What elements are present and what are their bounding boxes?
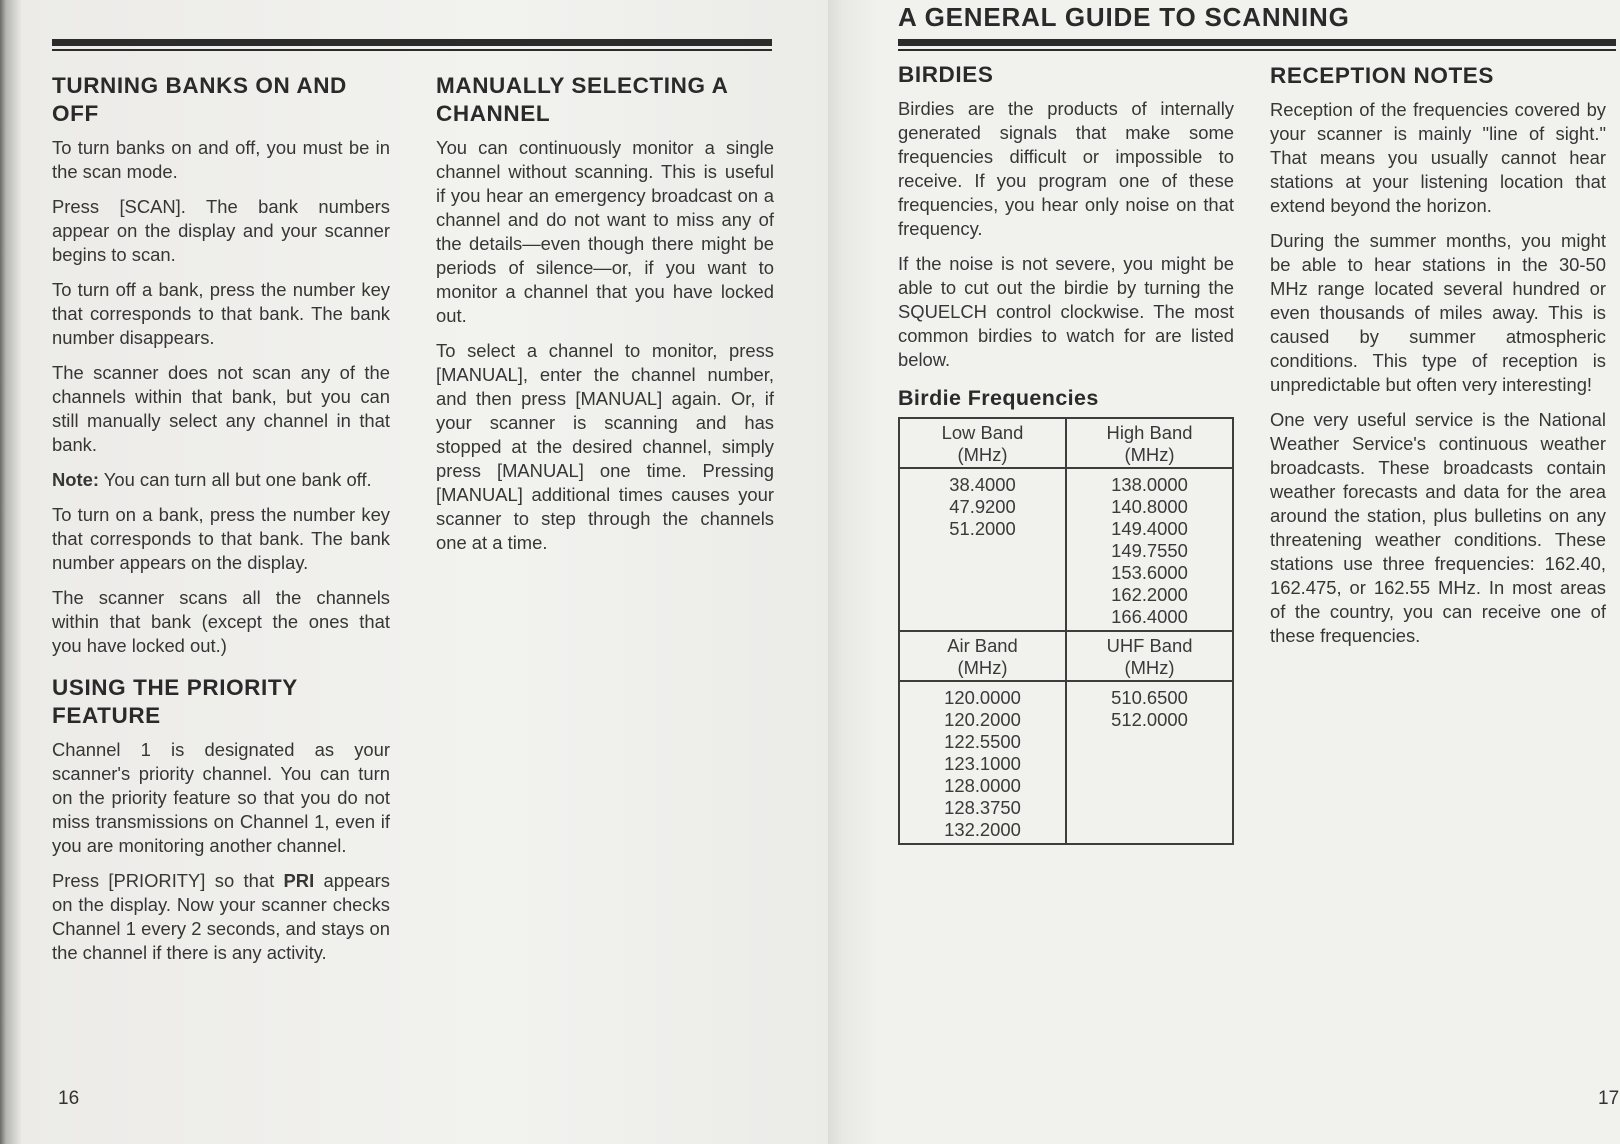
frequency-cell: 510.6500	[1111, 687, 1188, 708]
page-title: A GENERAL GUIDE TO SCANNING	[898, 2, 1350, 32]
frequency-cell: 128.0000	[944, 775, 1021, 796]
page-number-left: 16	[58, 1088, 80, 1109]
priority-paragraph	[52, 869, 390, 965]
air-band-values	[899, 681, 1066, 844]
frequency-cell: 47.9200	[949, 496, 1016, 517]
uhf-band-values	[1066, 681, 1233, 844]
frequency-cell: 512.0000	[1111, 709, 1188, 730]
paragraph: Channel 1 is designated as your scanner's priority channel. You can turn on the priority feature so that you do not miss transmissions on Channel 1, even if you are monitoring another channel.	[52, 739, 390, 856]
paragraph: To select a channel to monitor, press [MANUAL], enter the channel number, and then press [MANUAL] again. Or, if your scanner is scanning and has stopped at the desired channel, simply press [MANUAL] one time. Pressing [MANUAL] additional times causes your scanner to step through the channels one at a time.	[436, 340, 774, 553]
table-row	[899, 468, 1233, 631]
page-number-right: 17	[1598, 1088, 1620, 1109]
section-heading-birdies: BIRDIES	[898, 62, 994, 87]
frequency-cell: 149.4000	[1111, 518, 1188, 539]
frequency-cell: 38.4000	[949, 474, 1016, 495]
middle-column	[436, 72, 774, 566]
section-heading-reception: RECEPTION NOTES	[1270, 63, 1495, 88]
pri-display-text: PRI	[283, 870, 315, 891]
section-heading-manual: MANUALLY SELECTING A CHANNEL	[436, 73, 728, 126]
header-unit: (MHz)	[957, 444, 1008, 465]
paragraph: Reception of the frequencies covered by your scanner is mainly "line of sight." That means you usually cannot hear stations at your listening location that extend beyond the horizon.	[1270, 99, 1606, 216]
table-title: Birdie Frequencies	[898, 386, 1099, 410]
paragraph: One very useful service is the National Weather Service's continuous weather broadcasts. These broadcasts contain weather forecasts and data for the area around the station, plus bulletins on any threatening weather conditions. These stations use three frequencies: 162.40, 162.475, or 162.55 MHz. In most areas of the country, you can receive one of these frequencies.	[1270, 409, 1606, 646]
frequency-cell: 122.5500	[944, 731, 1021, 752]
paragraph: The scanner scans all the channels within that bank (except the ones that you have locked out.)	[52, 587, 390, 656]
paragraph: Press [SCAN]. The bank numbers appear on the display and your scanner begins to scan.	[52, 196, 390, 265]
note-text: You can turn all but one bank off.	[99, 469, 372, 490]
header-unit: (MHz)	[957, 657, 1008, 678]
text-run: appears on the display. Now your scanner checks Channel 1 every 2 seconds, and stays on the channel if there is any activity.	[52, 870, 390, 963]
frequency-cell: 140.8000	[1111, 496, 1188, 517]
frequency-cell: 138.0000	[1111, 474, 1188, 495]
high-band-values	[1066, 468, 1233, 631]
section-heading-priority: USING THE PRIORITY FEATURE	[52, 675, 298, 728]
header-line: Air Band	[947, 635, 1018, 656]
table-header-row	[899, 418, 1233, 468]
note-label: Note:	[52, 469, 99, 490]
low-band-values	[899, 468, 1066, 631]
paragraph: To turn banks on and off, you must be in the scan mode.	[52, 137, 390, 182]
paragraph: The scanner does not scan any of the channels within that bank, but you can still manually select any channel in that bank.	[52, 362, 390, 455]
frequency-cell: 132.2000	[944, 819, 1021, 840]
header-high-band	[1066, 418, 1233, 468]
frequency-cell: 51.2000	[949, 518, 1016, 539]
birdie-frequencies-table	[898, 417, 1234, 845]
frequency-cell: 123.1000	[944, 753, 1021, 774]
frequency-cell: 153.6000	[1111, 562, 1188, 583]
birdies-column	[898, 61, 1234, 845]
frequency-cell: 166.4000	[1111, 606, 1188, 627]
frequency-cell: 120.0000	[944, 687, 1021, 708]
header-unit: (MHz)	[1124, 657, 1175, 678]
table-header-row	[899, 631, 1233, 681]
header-uhf-band	[1066, 631, 1233, 681]
frequency-cell: 149.7550	[1111, 540, 1188, 561]
paragraph: Birdies are the products of internally generated signals that make some frequencies difficult or impossible to receive. If you program one of these frequencies, you hear only noise on that frequency.	[898, 98, 1234, 239]
header-unit: (MHz)	[1124, 444, 1175, 465]
paragraph: During the summer months, you might be able to hear stations in the 30-50 MHz range located several hundred or even thousands of miles away. This is caused by summer atmospheric conditions. This type of reception is unpredictable but often very interesting!	[1270, 230, 1606, 395]
table-row	[899, 681, 1233, 844]
left-column	[52, 72, 390, 976]
top-rule	[898, 39, 1616, 46]
section-heading-turning-banks: TURNING BANKS ON AND OFF	[52, 73, 347, 126]
header-line: UHF Band	[1106, 635, 1193, 656]
header-low-band	[899, 418, 1066, 468]
frequency-cell: 162.2000	[1111, 584, 1188, 605]
paragraph: To turn on a bank, press the number key that corresponds to that bank. The bank number appears on the display.	[52, 504, 390, 573]
text-run: Press [PRIORITY] so that	[52, 870, 284, 891]
paragraph: To turn off a bank, press the number key that corresponds to that bank. The bank number disappears.	[52, 279, 390, 348]
header-line: High Band	[1106, 422, 1193, 443]
header-air-band	[899, 631, 1066, 681]
note-paragraph	[52, 468, 390, 492]
right-page	[828, 0, 1620, 1144]
top-rule	[52, 39, 772, 46]
reception-column	[1270, 62, 1606, 659]
frequency-cell: 120.2000	[944, 709, 1021, 730]
paragraph: You can continuously monitor a single channel without scanning. This is useful if you hear an emergency broadcast on a channel and do not want to miss any of the details—even though there might be periods of silence—or, if you want to monitor a channel that you have locked out.	[436, 137, 774, 326]
header-line: Low Band	[941, 422, 1024, 443]
frequency-cell: 128.3750	[944, 797, 1021, 818]
paragraph: If the noise is not severe, you might be able to cut out the birdie by turning the SQUELCH control clockwise. The most common birdies to watch for are listed below.	[898, 253, 1234, 370]
